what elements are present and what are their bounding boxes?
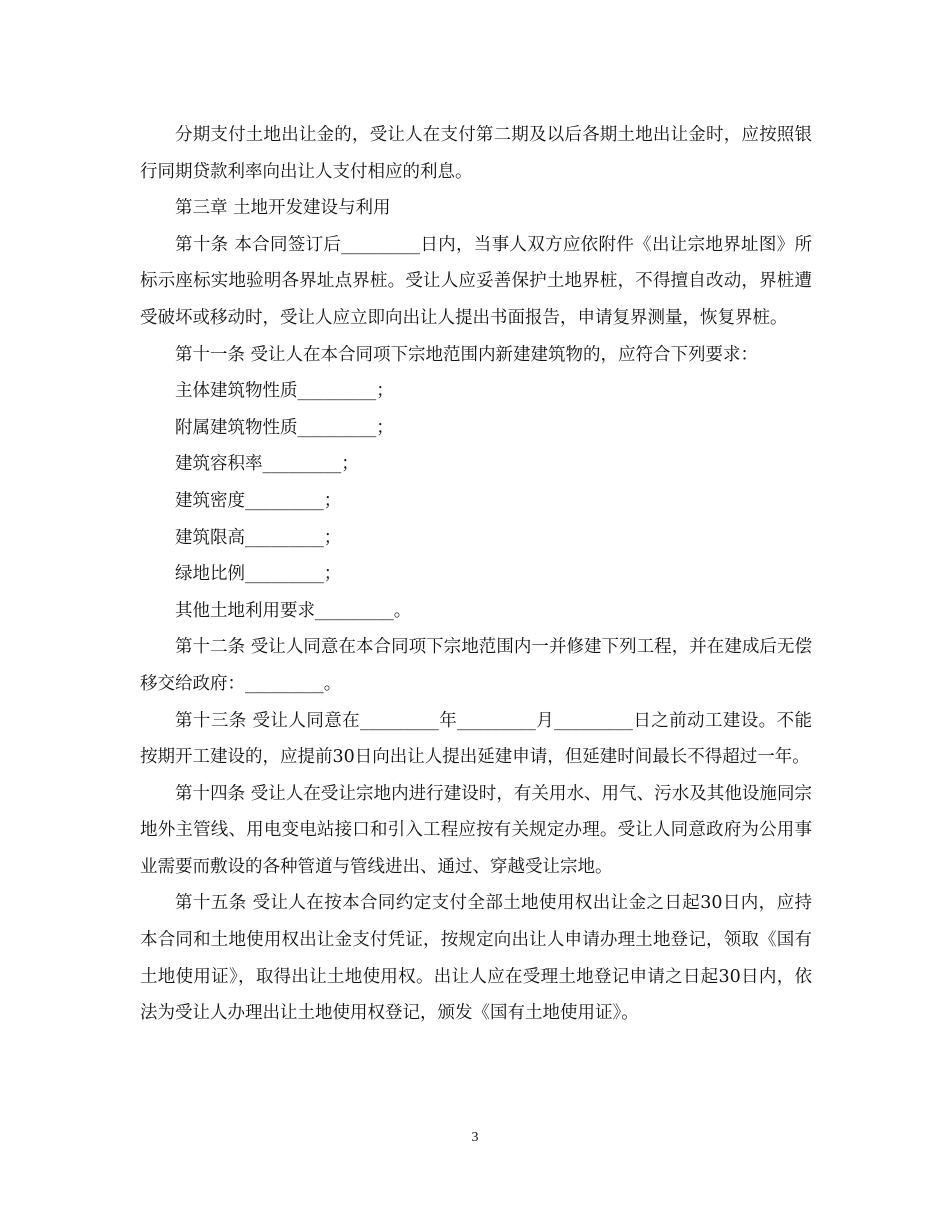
requirement-main-building: 主体建筑物性质_________； bbox=[175, 381, 394, 402]
requirement-plot-ratio: 建筑容积率_________； bbox=[175, 454, 359, 475]
article-11: 第十一条 受让人在本合同项下宗地范围内新建建筑物的，应符合下列要求： bbox=[175, 344, 759, 365]
document-body bbox=[140, 117, 812, 1032]
article-13: 第十三条 受让人同意在_________年_________月_________日之前动工建设。不能按期开工建设的，应提前30日向出让人提出延建申请，但延建时间最长不得超过一年。 bbox=[140, 710, 812, 768]
paragraph-installment-interest: 分期支付土地出让金的，受让人在支付第二期及以后各期土地出让金时，应按照银行同期贷款利率向出让人支付相应的利息。 bbox=[140, 125, 812, 182]
requirement-auxiliary-building: 附属建筑物性质_________； bbox=[175, 417, 394, 438]
requirement-other: 其他土地利用要求_________。 bbox=[175, 600, 412, 621]
article-12: 第十二条 受让人同意在本合同项下宗地范围内一并修建下列工程，并在建成后无偿移交给政府：_________。 bbox=[140, 637, 812, 694]
requirement-density: 建筑密度_________； bbox=[175, 490, 342, 511]
requirement-height-limit: 建筑限高_________； bbox=[175, 527, 342, 548]
requirement-green-ratio: 绿地比例_________； bbox=[175, 564, 342, 585]
chapter-heading: 第三章 土地开发建设与利用 bbox=[175, 198, 391, 219]
article-14: 第十四条 受让人在受让宗地内进行建设时，有关用水、用气、污水及其他设施同宗地外主管线、用电变电站接口和引入工程应按有关规定办理。受让人同意政府为公用事业需要而敷设的各种管道与管线进出、通过、穿越受让宗地。 bbox=[140, 783, 812, 877]
article-10: 第十条 本合同签订后_________日内，当事人双方应依附件《出让宗地界址图》所标示座标实地验明各界址点界桩。受让人应妥善保护土地界桩，不得擅自改动，界桩遭受破坏或移动时，受让人应立即向出让人提出书面报告，申请复界测量，恢复界桩。 bbox=[140, 234, 812, 328]
page-number: 3 bbox=[471, 1130, 479, 1145]
article-15: 第十五条 受让人在按本合同约定支付全部土地使用权出让金之日起30日内，应持本合同和土地使用权出让金支付凭证，按规定向出让人申请办理土地登记，领取《国有土地使用证》，取得出让土地使用权。出让人应在受理土地登记申请之日起30日内，依法为受让人办理出让土地使用权登记，颁发《国有土地使用证》。 bbox=[140, 893, 812, 1024]
